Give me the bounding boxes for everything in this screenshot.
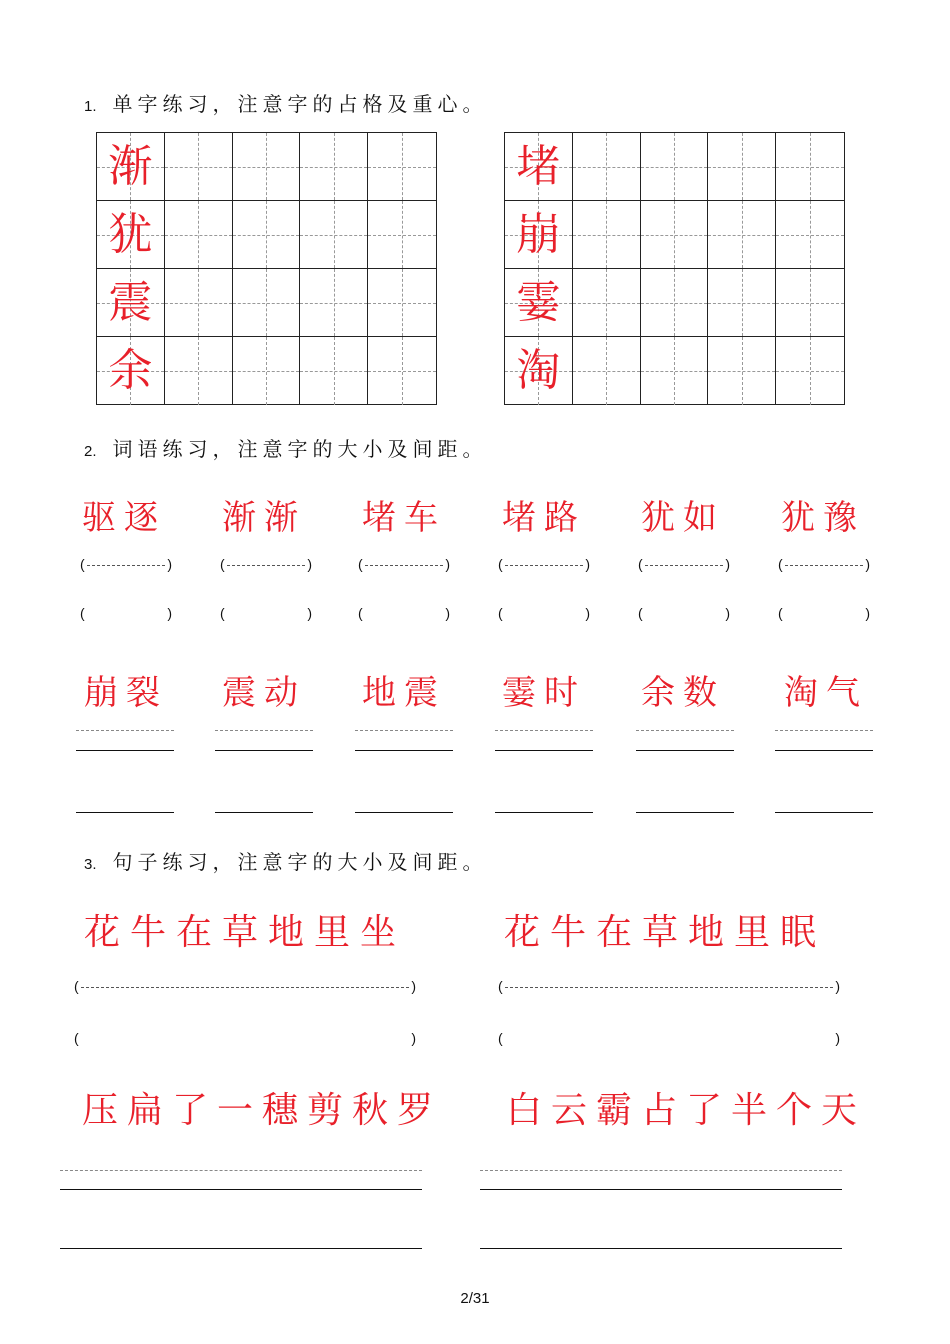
grid-cell-model (505, 337, 573, 405)
writing-line[interactable] (495, 812, 593, 813)
model-char: 渐 (108, 140, 153, 192)
page-number: 2/31 (460, 1290, 490, 1307)
grid-cell[interactable] (573, 269, 641, 336)
grid-cell[interactable] (641, 133, 709, 200)
model-sentence: 花牛在草地里坐 (84, 912, 407, 953)
answer-paren[interactable]: ( ) (638, 605, 730, 621)
grid-row (97, 133, 436, 201)
grid-cell[interactable] (368, 269, 436, 336)
section2-heading (84, 433, 488, 462)
writing-line[interactable] (636, 812, 734, 813)
writing-guide-line (76, 730, 174, 731)
sentence-paren-dashed[interactable]: ( ) (74, 978, 416, 994)
grid-cell[interactable] (641, 201, 709, 268)
grid-row (505, 201, 844, 269)
grid-cell[interactable] (165, 201, 233, 268)
writing-line[interactable] (76, 750, 174, 751)
model-char: 余 (108, 345, 153, 396)
grid-cell[interactable] (708, 269, 776, 336)
answer-paren[interactable]: ( ) (80, 605, 172, 621)
vocab-word: 堵路 (502, 498, 586, 538)
writing-guide-line (480, 1170, 842, 1171)
answer-paren-dashed[interactable]: ( ) (778, 556, 870, 572)
vocab-word: 渐渐 (222, 498, 306, 538)
grid-cell[interactable] (776, 201, 844, 268)
grid-cell[interactable] (573, 133, 641, 200)
writing-line[interactable] (60, 1248, 422, 1249)
sentence-paren[interactable]: ( ) (498, 1030, 840, 1046)
grid-cell-model (97, 133, 165, 200)
model-char: 淘 (516, 345, 561, 396)
grid-cell[interactable] (573, 337, 641, 405)
grid-cell[interactable] (165, 133, 233, 200)
grid-cell-model (97, 337, 165, 405)
vocab-word: 犹豫 (781, 498, 865, 538)
vocab-word: 淘气 (784, 673, 868, 713)
writing-line[interactable] (495, 750, 593, 751)
char-grid-right (504, 132, 845, 405)
model-char: 堵 (516, 140, 561, 192)
grid-cell[interactable] (776, 337, 844, 405)
grid-cell[interactable] (300, 269, 368, 336)
section3-heading (84, 846, 488, 875)
writing-guide-line (775, 730, 873, 731)
writing-line[interactable] (215, 750, 313, 751)
writing-line[interactable] (775, 750, 873, 751)
grid-cell[interactable] (300, 337, 368, 405)
grid-row (505, 269, 844, 337)
answer-paren-dashed[interactable]: ( ) (80, 556, 172, 572)
grid-cell-model (97, 201, 165, 268)
grid-cell[interactable] (233, 337, 301, 405)
vocab-word: 地震 (362, 673, 446, 713)
grid-cell[interactable] (368, 201, 436, 268)
writing-guide-line (215, 730, 313, 731)
grid-cell[interactable] (641, 337, 709, 405)
sentence-paren-dashed[interactable]: ( ) (498, 978, 840, 994)
answer-paren-dashed[interactable]: ( ) (498, 556, 590, 572)
answer-paren-dashed[interactable]: ( ) (358, 556, 450, 572)
answer-paren[interactable]: ( ) (358, 605, 450, 621)
writing-line[interactable] (215, 812, 313, 813)
grid-cell[interactable] (708, 133, 776, 200)
writing-line[interactable] (355, 750, 453, 751)
vocab-word: 犹如 (641, 498, 725, 538)
grid-cell[interactable] (776, 133, 844, 200)
grid-cell[interactable] (233, 201, 301, 268)
section2-title: 词语练习，注意字的大小及间距。 (112, 437, 488, 461)
writing-guide-line (636, 730, 734, 731)
grid-row (505, 337, 844, 405)
grid-cell[interactable] (708, 337, 776, 405)
model-sentence: 花牛在草地里眠 (504, 912, 827, 953)
section2-number: 2. (84, 443, 97, 460)
grid-cell[interactable] (233, 133, 301, 200)
grid-cell-model (505, 133, 573, 200)
answer-paren-dashed[interactable]: ( ) (638, 556, 730, 572)
writing-guide-line (495, 730, 593, 731)
grid-cell[interactable] (708, 201, 776, 268)
grid-row (97, 269, 436, 337)
grid-cell-model (505, 269, 573, 336)
grid-cell[interactable] (300, 133, 368, 200)
writing-line[interactable] (76, 812, 174, 813)
grid-cell[interactable] (776, 269, 844, 336)
grid-cell[interactable] (573, 201, 641, 268)
section1-title: 单字练习，注意字的占格及重心。 (112, 92, 488, 116)
vocab-word: 崩裂 (84, 673, 168, 713)
vocab-word: 堵车 (362, 498, 446, 538)
answer-paren[interactable]: ( ) (778, 605, 870, 621)
grid-cell[interactable] (165, 337, 233, 405)
model-char: 震 (108, 276, 153, 328)
section1-number: 1. (84, 98, 97, 115)
writing-guide-line (60, 1170, 422, 1171)
writing-line[interactable] (636, 750, 734, 751)
char-grid-left (96, 132, 437, 405)
grid-row (97, 201, 436, 269)
model-sentence: 压扁了一穗剪秋罗 (82, 1090, 443, 1131)
section3-number: 3. (84, 856, 97, 873)
section1-heading (84, 88, 488, 117)
grid-cell[interactable] (641, 269, 709, 336)
answer-paren[interactable]: ( ) (498, 605, 590, 621)
grid-cell[interactable] (233, 269, 301, 336)
writing-line[interactable] (60, 1189, 422, 1190)
grid-row (97, 337, 436, 405)
model-char: 崩 (516, 208, 561, 260)
grid-cell[interactable] (368, 337, 436, 405)
writing-line[interactable] (480, 1189, 842, 1190)
grid-row (505, 133, 844, 201)
grid-cell[interactable] (368, 133, 436, 200)
grid-cell-model (97, 269, 165, 336)
grid-cell[interactable] (300, 201, 368, 268)
grid-cell-model (505, 201, 573, 268)
model-char: 犹 (108, 208, 153, 260)
grid-cell[interactable] (165, 269, 233, 336)
model-sentence: 白云霸占了半个天 (506, 1090, 867, 1131)
writing-guide-line (355, 730, 453, 731)
writing-line[interactable] (480, 1248, 842, 1249)
vocab-word: 驱逐 (82, 498, 166, 538)
model-char: 霎 (516, 276, 561, 328)
writing-line[interactable] (355, 812, 453, 813)
vocab-word: 震动 (222, 673, 306, 713)
sentence-paren[interactable]: ( ) (74, 1030, 416, 1046)
section3-title: 句子练习，注意字的大小及间距。 (112, 850, 488, 874)
answer-paren-dashed[interactable]: ( ) (220, 556, 312, 572)
vocab-word: 霎时 (502, 673, 586, 713)
answer-paren[interactable]: ( ) (220, 605, 312, 621)
writing-line[interactable] (775, 812, 873, 813)
vocab-word: 余数 (641, 673, 725, 713)
